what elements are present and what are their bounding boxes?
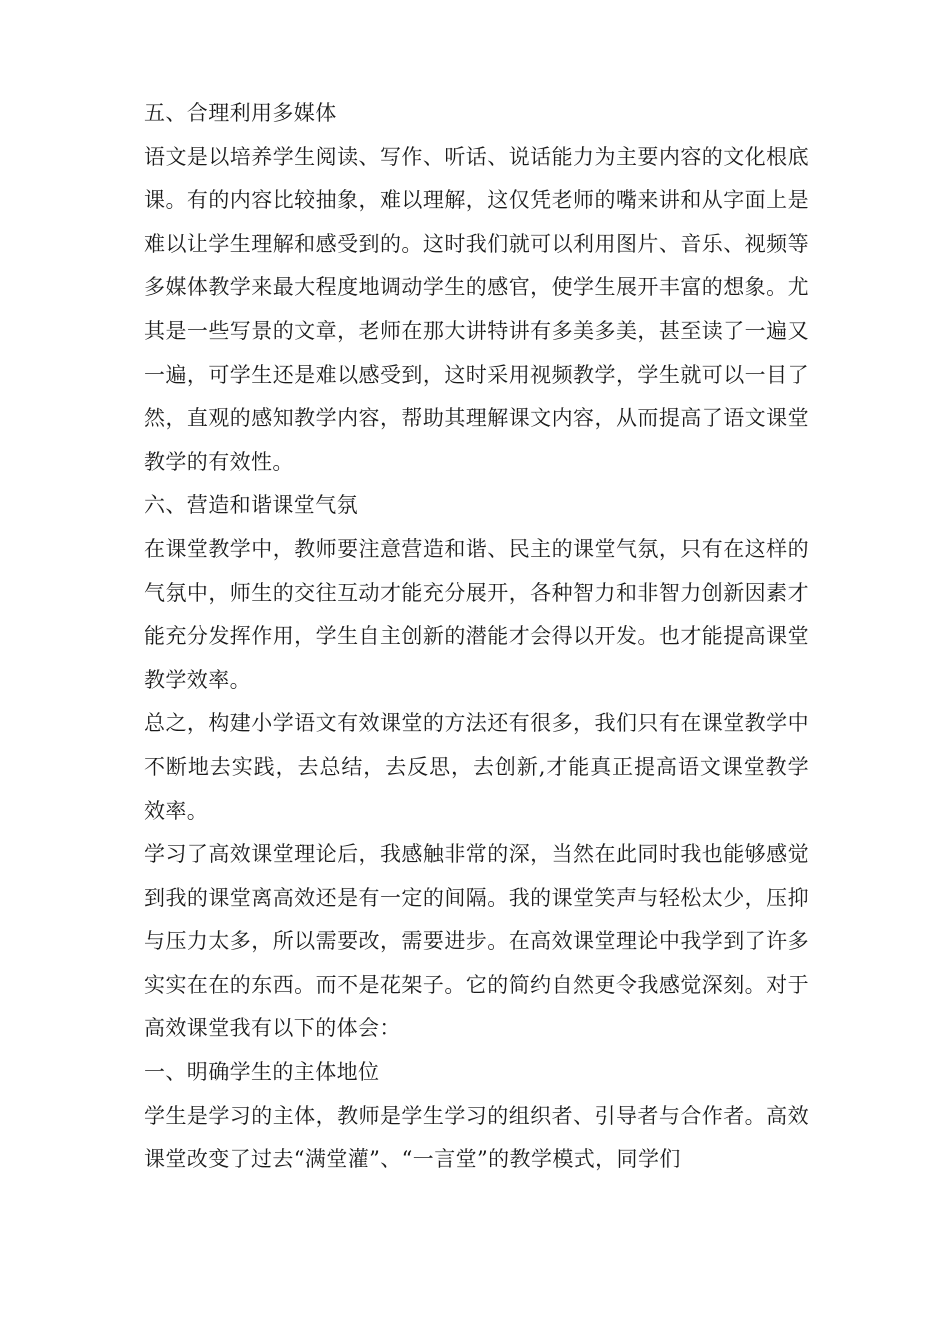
paragraph-multimedia: 语文是以培养学生阅读、写作、听话、说话能力为主要内容的文化根底课。有的内容比较抽象，难以理解，这仅凭老师的嘴来讲和从字面上是难以让学生理解和感受到的。这时我们就可以利用图片、音乐、视频等多媒体教学来最大程度地调动学生的感官，使学生展开丰富的想象。尤其是一些写景的文章，老师在那大讲特讲有多美多美，甚至读了一遍又一遍，可学生还是难以感受到，这时采用视频教学，学生就可以一目了然，直观的感知教学内容，帮助其理解课文内容，从而提高了语文课堂教学的有效性。 [144, 144, 809, 474]
paragraph-summary: 总之，构建小学语文有效课堂的方法还有很多，我们只有在课堂教学中不断地去实践，去总结，去反思，去创新,才能真正提高语文课堂教学效率。 [144, 711, 809, 823]
paragraph-reflection: 学习了高效课堂理论后，我感触非常的深，当然在此同时我也能够感觉到我的课堂离高效还是有一定的间隔。我的课堂笑声与轻松太少，压抑与压力太多，所以需要改，需要进步。在高效课堂理论中我学到了许多实实在在的东西。而不是花架子。它的简约自然更令我感觉深刻。对于高效课堂我有以下的体会： [144, 842, 809, 1041]
section-heading-multimedia: 五、合理利用多媒体 [144, 101, 337, 125]
section-heading-student-subject: 一、明确学生的主体地位 [144, 1060, 380, 1085]
document-body [144, 92, 809, 1182]
paragraph-student-subject: 学生是学习的主体，教师是学生学习的组织者、引导者与合作者。高效课堂改变了过去“满堂灌”、“一言堂”的教学模式，同学们 [144, 1103, 809, 1172]
paragraph-atmosphere: 在课堂教学中，教师要注意营造和谐、民主的课堂气氛，只有在这样的气氛中，师生的交往互动才能充分展开，各种智力和非智力创新因素才能充分发挥作用，学生自主创新的潜能才会得以开发。也才能提高课堂教学效率。 [144, 536, 809, 692]
section-heading-atmosphere: 六、营造和谐课堂气氛 [144, 493, 358, 518]
